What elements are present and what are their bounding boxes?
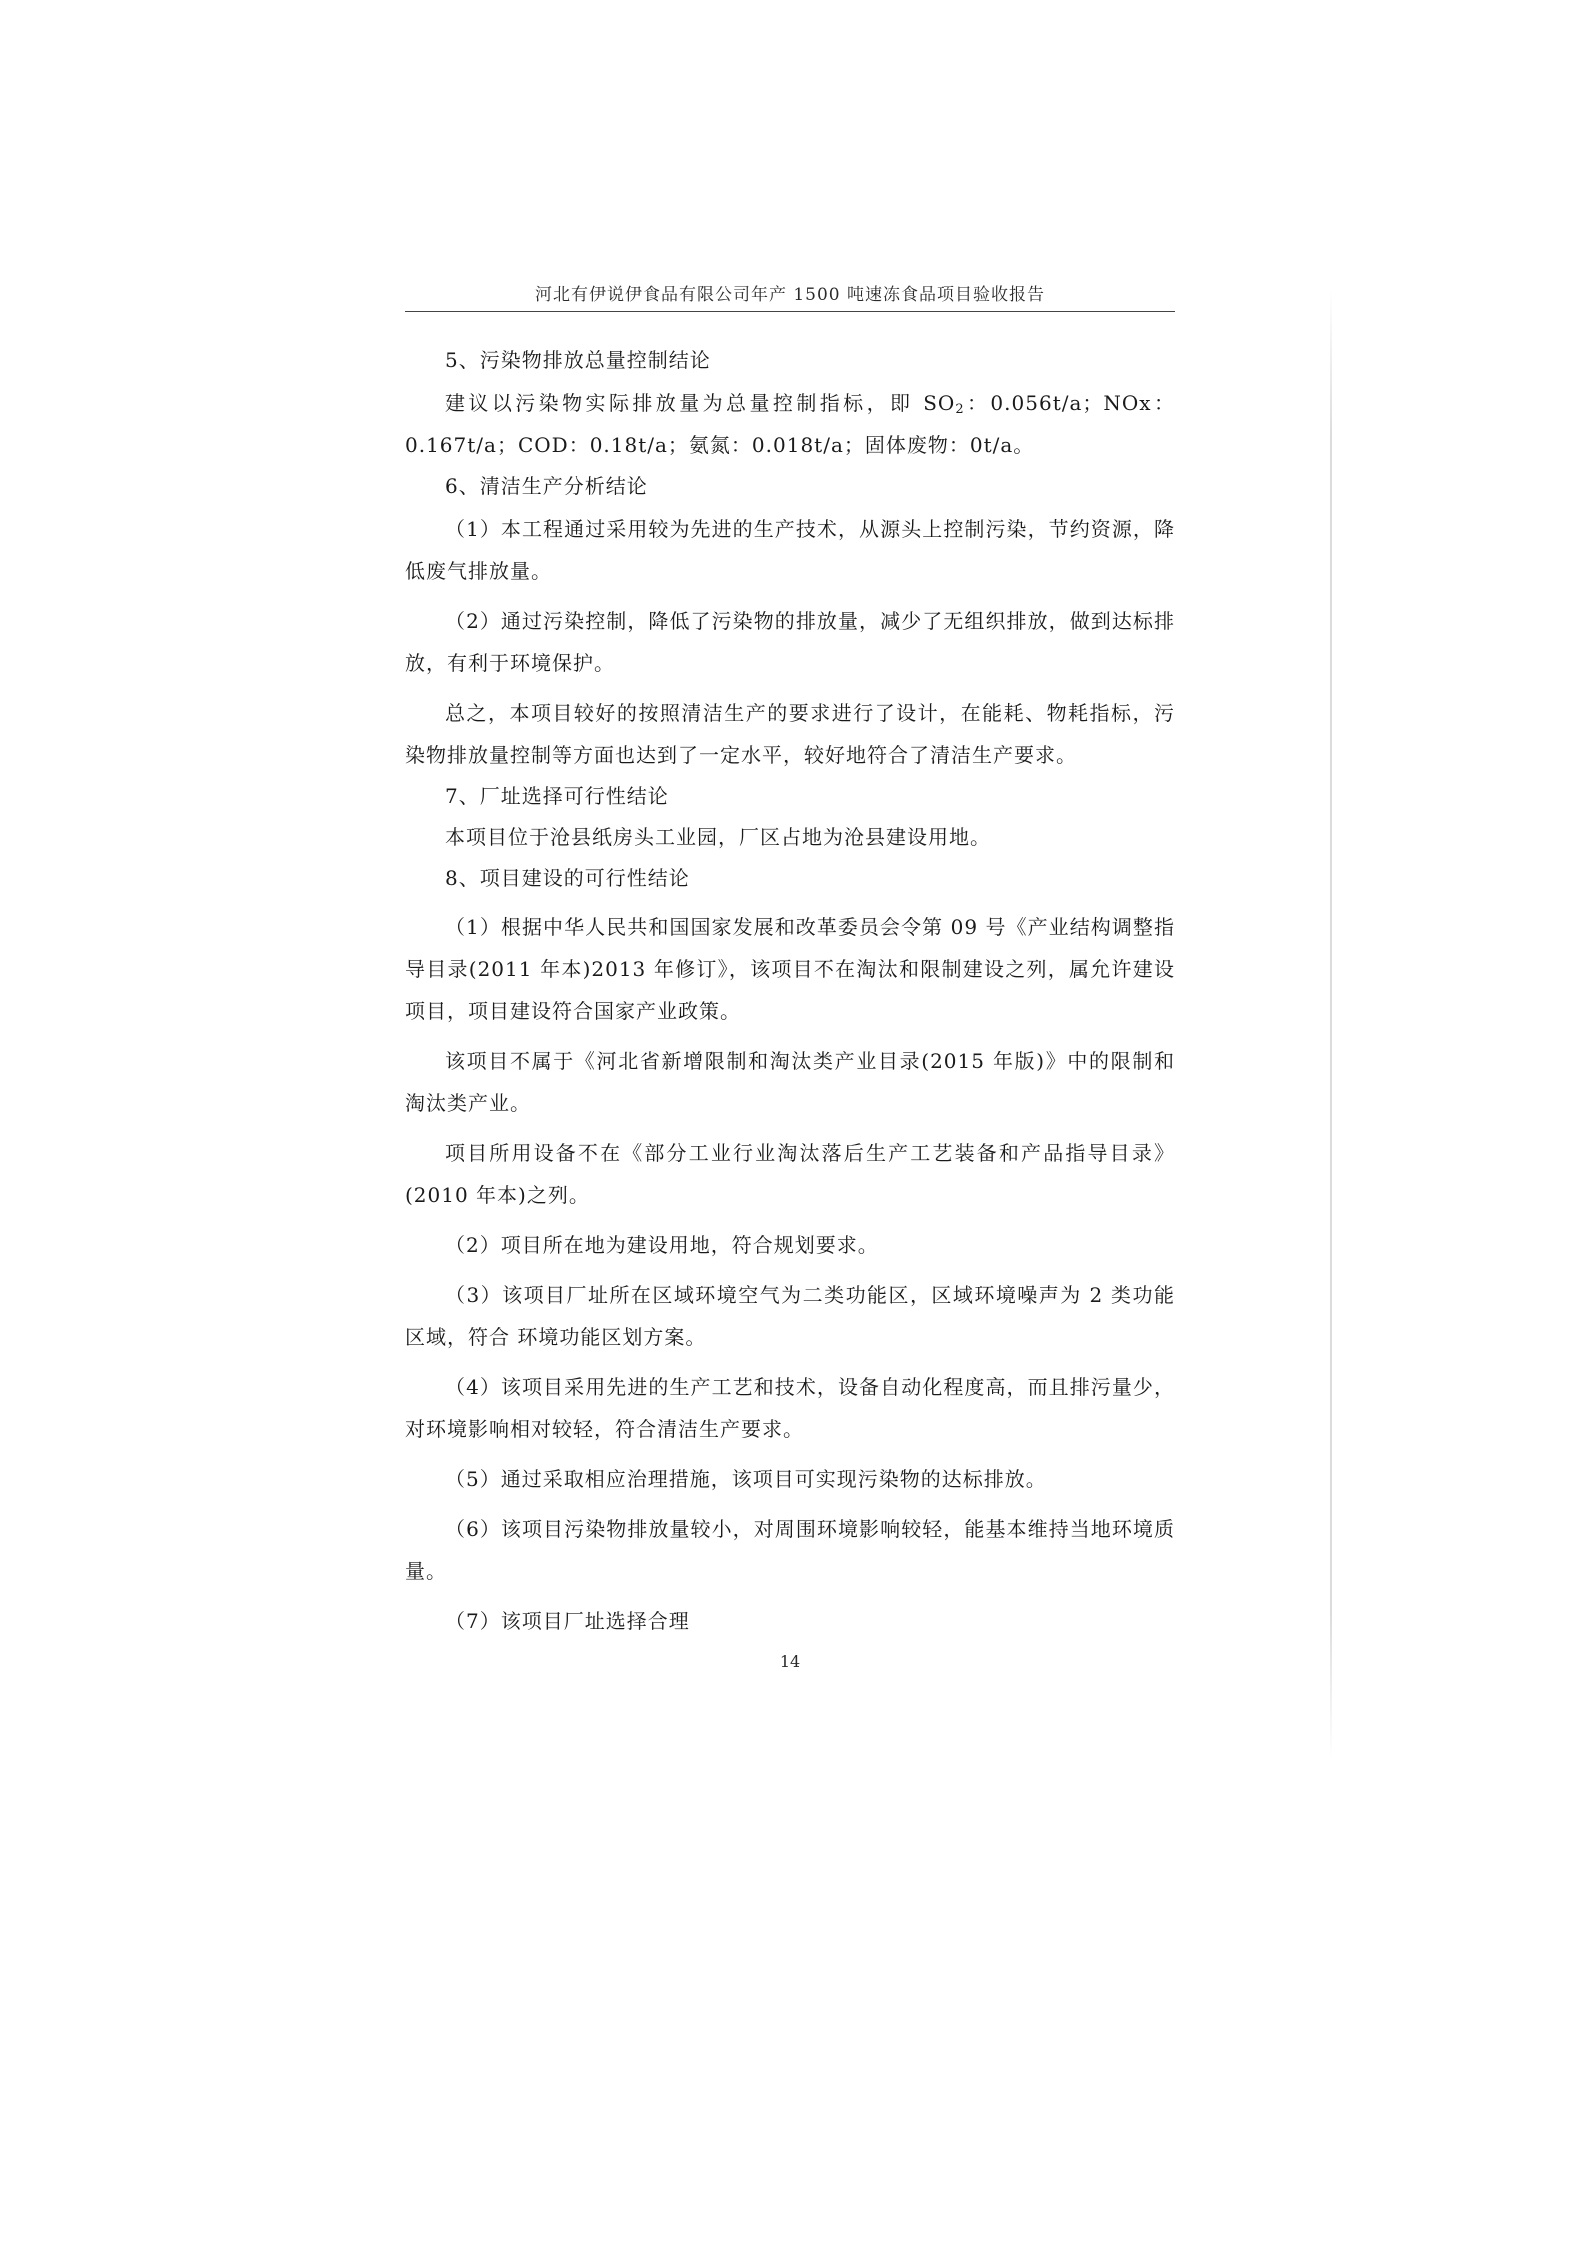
section-8-paragraph-5: （3）该项目厂址所在区域环境空气为二类功能区，区域环境噪声为 2 类功能区域，符合 环境功能区划方案。 [405, 1283, 1175, 1349]
section-5-paragraph [405, 382, 1175, 466]
section-8-paragraph-3: 项目所用设备不在《部分工业行业淘汰落后生产工艺装备和产品指导目录》(2010 年本)之列。 [405, 1141, 1175, 1207]
section-8-paragraph-4: （2）项目所在地为建设用地，符合规划要求。 [445, 1233, 879, 1257]
section-7-heading: 7、厂址选择可行性结论 [445, 784, 669, 808]
section-6-paragraph-2: （2）通过污染控制，降低了污染物的排放量，减少了无组织排放，做到达标排放，有利于环境保护。 [405, 609, 1175, 675]
section-6-heading: 6、清洁生产分析结论 [445, 474, 648, 498]
section-7-paragraph: 本项目位于沧县纸房头工业园，厂区占地为沧县建设用地。 [445, 825, 991, 849]
scan-edge-shadow [1330, 290, 1332, 1760]
section-6-summary: 总之，本项目较好的按照清洁生产的要求进行了设计，在能耗、物耗指标，污染物排放量控制等方面也达到了一定水平，较好地符合了清洁生产要求。 [405, 701, 1175, 767]
section-5-text-b: ：0.056t/a；NOx：0.167t/a；COD：0.18t/a；氨氮：0.018t/a；固体废物：0t/a。 [405, 391, 1175, 457]
report-header: 河北有伊说伊食品有限公司年产 1500 吨速冻食品项目验收报告 [534, 285, 1046, 305]
section-8-paragraph-1: （1）根据中华人民共和国国家发展和改革委员会令第 09 号《产业结构调整指导目录(2011 年本)2013 年修订》，该项目不在淘汰和限制建设之列，属允许建设项目，项目建设符合国家产业政策。 [405, 915, 1175, 1023]
page-number: 14 [779, 1652, 801, 1671]
header-divider [405, 311, 1175, 312]
section-8-paragraph-7: （5）通过采取相应治理措施，该项目可实现污染物的达标排放。 [445, 1467, 1047, 1491]
section-8-heading: 8、项目建设的可行性结论 [445, 866, 690, 890]
section-6-paragraph-1: （1）本工程通过采用较为先进的生产技术，从源头上控制污染，节约资源，降低废气排放量。 [405, 517, 1175, 583]
section-8-paragraph-8: （6）该项目污染物排放量较小，对周围环境影响较轻，能基本维持当地环境质量。 [405, 1517, 1175, 1583]
report-body [405, 340, 1175, 1642]
section-5-text-a: 建议以污染物实际排放量为总量控制指标，即 SO [445, 391, 956, 415]
section-8-paragraph-2: 该项目不属于《河北省新增限制和淘汰类产业目录(2015 年版)》中的限制和淘汰类产业。 [405, 1049, 1175, 1115]
section-5-heading: 5、污染物排放总量控制结论 [445, 348, 711, 372]
section-8-paragraph-6: （4）该项目采用先进的生产工艺和技术，设备自动化程度高，而且排污量少，对环境影响相对较轻，符合清洁生产要求。 [405, 1375, 1175, 1441]
section-8-paragraph-9: （7）该项目厂址选择合理 [445, 1609, 690, 1633]
so2-subscript: 2 [955, 402, 965, 417]
